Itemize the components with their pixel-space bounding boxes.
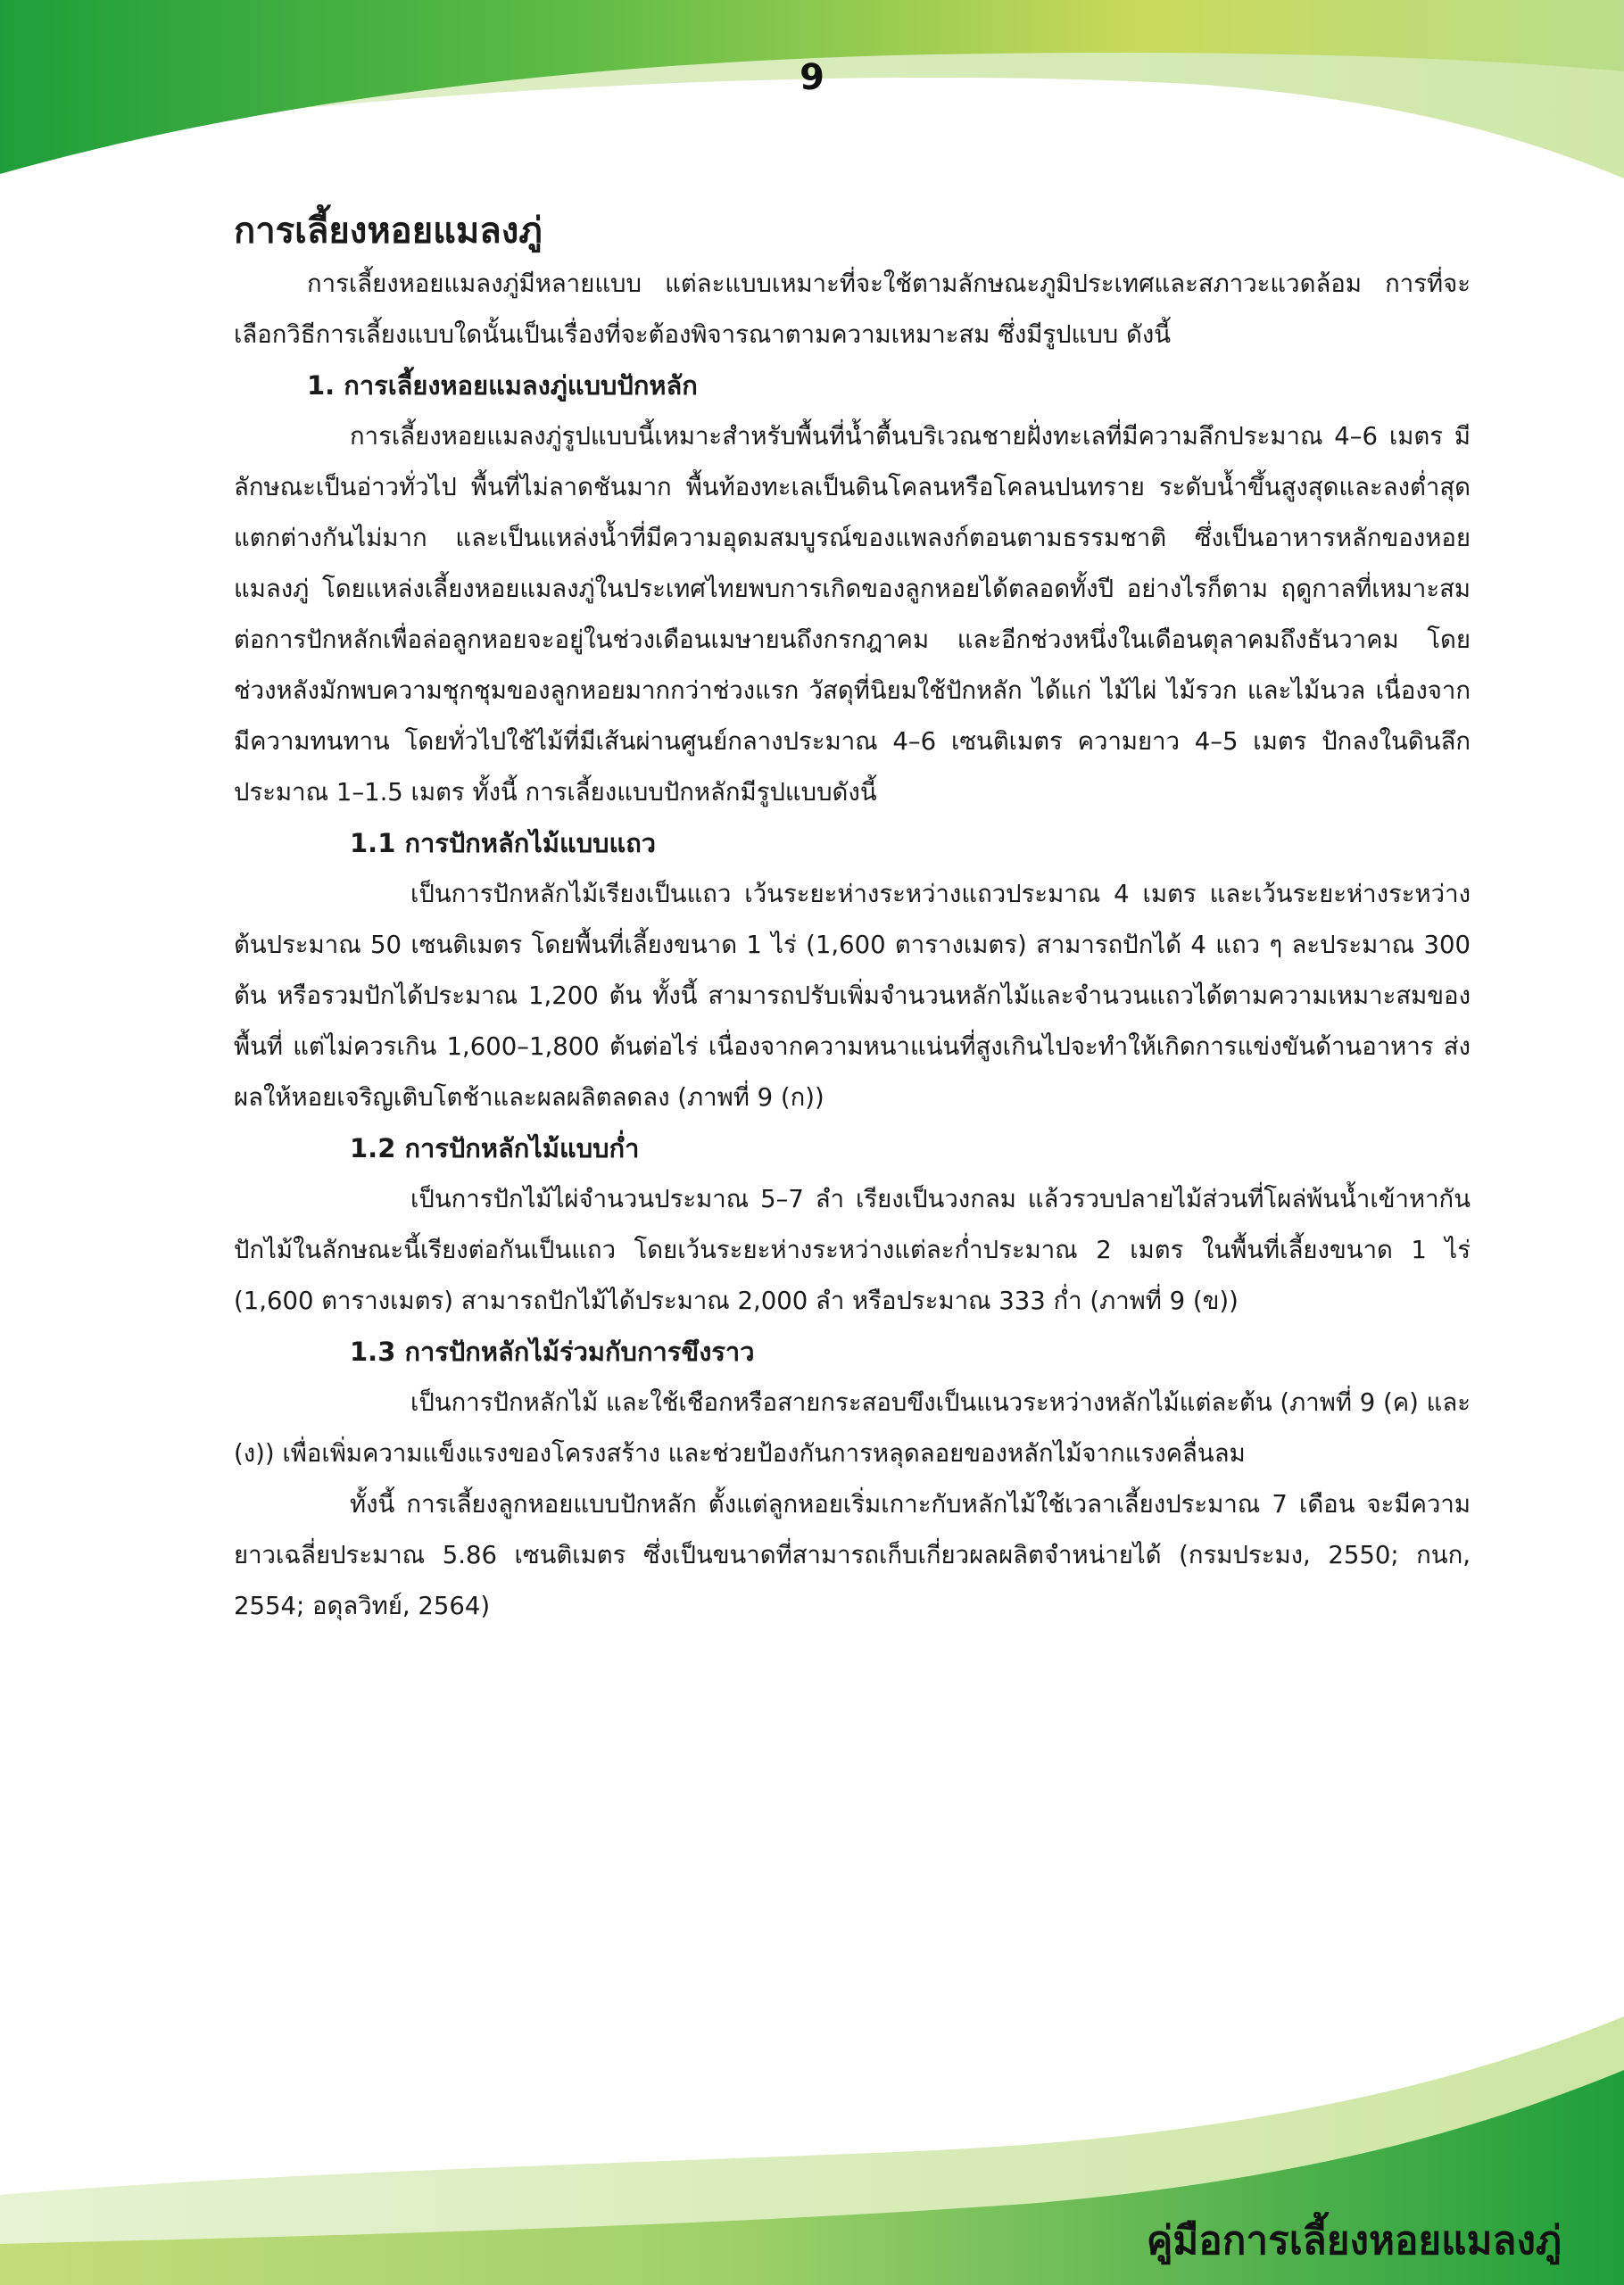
subsection-1-1-paragraph: เป็นการปักหลักไม้เรียงเป็นแถว เว้นระยะห่างระหว่างแถวประมาณ 4 เมตร และเว้นระยะห่างระหว่างต้นประมาณ 50 เซนติเมตร โดยพื้นที่เลี้ยงขนาด 1 ไร่ (1,600 ตารางเมตร) สามารถปักได้ 4 แถว ๆ ละประมาณ 300 ต้น หรือรวมปักได้ประมาณ 1,200 ต้น ทั้งนี้ สามารถปรับเพิ่มจำนวนหลักไม้และจำนวนแถวได้ตามความเหมาะสมของพื้นที่ แต่ไม่ควรเกิน 1,600–1,800 ต้นต่อไร่ เนื่องจากความหนาแน่นที่สูงเกินไปจะทำให้เกิดการแข่งขันด้านอาหาร ส่งผลให้หอยเจริญเติบโตช้าและผลผลิตลดลง (ภาพที่ 9 (ก)) xyxy=(234,880,1471,1112)
intro-paragraph: การเลี้ยงหอยแมลงภู่มีหลายแบบ แต่ละแบบเหมาะที่จะใช้ตามลักษณะภูมิประเทศและสภาวะแวดล้อม การที่จะเลือกวิธีการเลี้ยงแบบใดนั้นเป็นเรื่องที่จะต้องพิจารณาตามความเหมาะสม ซึ่งมีรูปแบบ ดังนี้ xyxy=(234,269,1471,349)
section-1-heading: 1. การเลี้ยงหอยแมลงภู่แบบปักหลัก xyxy=(307,370,698,401)
closing-paragraph: ทั้งนี้ การเลี้ยงลูกหอยแบบปักหลัก ตั้งแต่ลูกหอยเริ่มเกาะกับหลักไม้ใช้เวลาเลี้ยงประมาณ 7 เดือน จะมีความยาวเฉลี่ยประมาณ 5.86 เซนติเมตร ซึ่งเป็นขนาดที่สามารถเก็บเกี่ยวผลผลิตจำหน่ายได้ (กรมประมง, 2550; กนก, 2554; อดุลวิทย์, 2564) xyxy=(234,1490,1471,1620)
subsection-1-2-heading: 1.2 การปักหลักไม้แบบก่ำ xyxy=(350,1133,640,1163)
document-body xyxy=(234,203,1471,1632)
footer-book-title: คู่มือการเลี้ยงหอยแมลงภู่ xyxy=(1146,2218,1562,2264)
section-1-paragraph: การเลี้ยงหอยแมลงภู่รูปแบบนี้เหมาะสำหรับพื้นที่น้ำตื้นบริเวณชายฝั่งทะเลที่มีความลึกประมาณ 4–6 เมตร มีลักษณะเป็นอ่าวทั่วไป พื้นที่ไม่ลาดชันมาก พื้นท้องทะเลเป็นดินโคลนหรือโคลนปนทราย ระดับน้ำขึ้นสูงสุดและลงต่ำสุดแตกต่างกันไม่มาก และเป็นแหล่งน้ำที่มีความอุดมสมบูรณ์ของแพลงก์ตอนตามธรรมชาติ ซึ่งเป็นอาหารหลักของหอยแมลงภู่ โดยแหล่งเลี้ยงหอยแมลงภู่ในประเทศไทยพบการเกิดของลูกหอยได้ตลอดทั้งปี อย่างไรก็ตาม ฤดูกาลที่เหมาะสมต่อการปักหลักเพื่อล่อลูกหอยจะอยู่ในช่วงเดือนเมษายนถึงกรกฎาคม และอีกช่วงหนึ่งในเดือนตุลาคมถึงธันวาคม โดยช่วงหลังมักพบความชุกชุมของลูกหอยมากกว่าช่วงแรก วัสดุที่นิยมใช้ปักหลัก ได้แก่ ไม้ไผ่ ไม้รวก และไม้นวล เนื่องจากมีความทนทาน โดยทั่วไปใช้ไม้ที่มีเส้นผ่านศูนย์กลางประมาณ 4–6 เซนติเมตร ความยาว 4–5 เมตร ปักลงในดินลึกประมาณ 1–1.5 เมตร ทั้งนี้ การเลี้ยงแบบปักหลักมีรูปแบบดังนี้ xyxy=(234,422,1471,807)
subsection-1-2-paragraph: เป็นการปักไม้ไผ่จำนวนประมาณ 5–7 ลำ เรียงเป็นวงกลม แล้วรวบปลายไม้ส่วนที่โผล่พ้นน้ำเข้าหากัน ปักไม้ในลักษณะนี้เรียงต่อกันเป็นแถว โดยเว้นระยะห่างระหว่างแต่ละก่ำประมาณ 2 เมตร ในพื้นที่เลี้ยงขนาด 1 ไร่ (1,600 ตารางเมตร) สามารถปักไม้ได้ประมาณ 2,000 ลำ หรือประมาณ 333 ก่ำ (ภาพที่ 9 (ข)) xyxy=(234,1185,1471,1315)
subsection-1-1-heading: 1.1 การปักหลักไม้แบบแถว xyxy=(350,828,657,858)
page-number: 9 xyxy=(800,57,824,98)
subsection-1-3-heading: 1.3 การปักหลักไม้ร่วมกับการขึงราว xyxy=(350,1337,755,1367)
subsection-1-3-paragraph: เป็นการปักหลักไม้ และใช้เชือกหรือสายกระสอบขึงเป็นแนวระหว่างหลักไม้แต่ละต้น (ภาพที่ 9 (ค) และ (ง)) เพื่อเพิ่มความแข็งแรงของโครงสร้าง และช่วยป้องกันการหลุดลอยของหลักไม้จากแรงคลื่นลม xyxy=(234,1388,1471,1468)
page-title: การเลี้ยงหอยแมลงภู่ xyxy=(234,211,543,252)
